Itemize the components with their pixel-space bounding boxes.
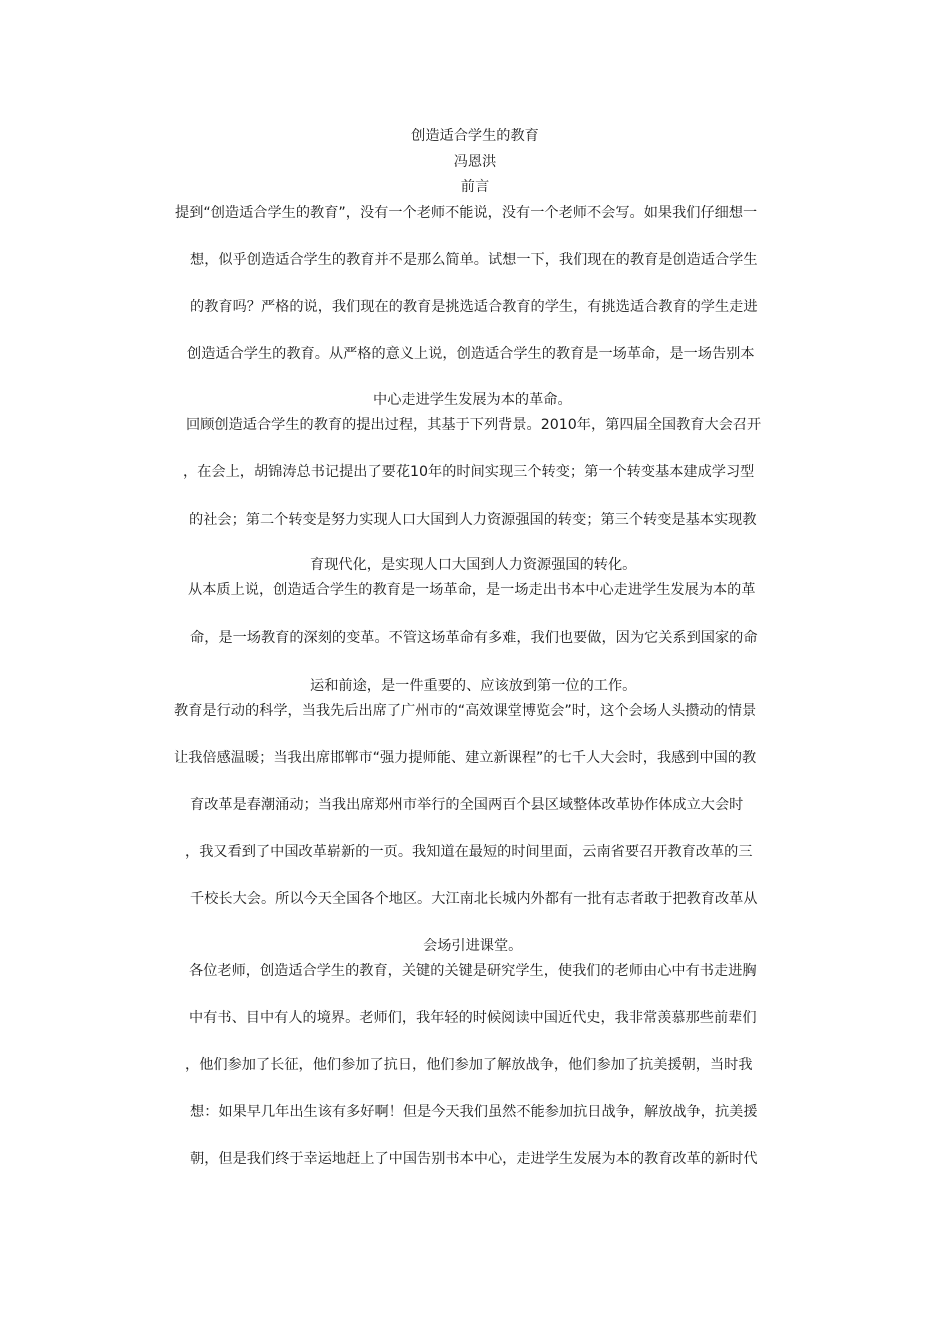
text-line: 朝，但是我们终于幸运地赶上了中国告别书本中心，走进学生发展为本的教育改革的新时代 bbox=[190, 1151, 758, 1167]
document-title: 创造适合学生的教育 bbox=[411, 128, 539, 144]
text-line: 中心走进学生发展为本的革命。 bbox=[373, 392, 572, 408]
text-line: ，我又看到了中国改革崭新的一页。我知道在最短的时间里面，云南省要召开教育改革的三 bbox=[185, 844, 753, 860]
document-author: 冯恩洪 bbox=[453, 154, 497, 170]
section-heading: 前言 bbox=[460, 179, 490, 195]
text-line: 提到“创造适合学生的教育”，没有一个老师不能说，没有一个老师不会写。如果我们仔细想一 bbox=[175, 205, 758, 221]
text-line: 的教育吗？严格的说，我们现在的教育是挑选适合教育的学生，有挑选适合教育的学生走进 bbox=[190, 299, 758, 315]
text-line: 命，是一场教育的深刻的变革。不管这场革命有多难，我们也要做，因为它关系到国家的命 bbox=[190, 630, 758, 646]
text-line: 想：如果早几年出生该有多好啊！但是今天我们虽然不能参加抗日战争，解放战争，抗美援 bbox=[190, 1104, 758, 1120]
text-line: 育现代化，是实现人口大国到人力资源强国的转化。 bbox=[310, 557, 637, 573]
text-line: 想，似乎创造适合学生的教育并不是那么简单。试想一下，我们现在的教育是创造适合学生 bbox=[190, 252, 758, 268]
text-line: 让我倍感温暖；当我出席邯郸市“强力提师能、建立新课程”的七千人大会时，我感到中国的教 bbox=[174, 750, 757, 766]
text-line: 从本质上说，创造适合学生的教育是一场革命，是一场走出书本中心走进学生发展为本的革 bbox=[188, 582, 756, 598]
text-line: 创造适合学生的教育。从严格的意义上说，创造适合学生的教育是一场革命，是一场告别本 bbox=[187, 346, 755, 362]
text-line: 中有书、目中有人的境界。老师们，我年轻的时候阅读中国近代史，我非常羡慕那些前辈们 bbox=[189, 1010, 757, 1026]
text-line: 千校长大会。所以今天全国各个地区。大江南北长城内外都有一批有志者敢于把教育改革从 bbox=[190, 891, 758, 907]
text-line: 运和前途，是一件重要的、应该放到第一位的工作。 bbox=[310, 678, 637, 694]
text-line: 回顾创造适合学生的教育的提出过程，其基于下列背景。2010年，第四届全国教育大会召开 bbox=[186, 417, 762, 433]
text-line: 各位老师，创造适合学生的教育，关键的关键是研究学生，使我们的老师由心中有书走进胸 bbox=[189, 963, 757, 979]
text-line: ，他们参加了长征，他们参加了抗日，他们参加了解放战争，他们参加了抗美援朝，当时我 bbox=[185, 1057, 753, 1073]
text-line: 的社会；第二个转变是努力实现人口大国到人力资源强国的转变；第三个转变是基本实现教 bbox=[189, 512, 757, 528]
text-line: ，在会上，胡锦涛总书记提出了要花10年的时间实现三个转变；第一个转变基本建成学习型 bbox=[183, 464, 755, 480]
text-line: 会场引进课堂。 bbox=[423, 938, 523, 954]
text-line: 教育是行动的科学，当我先后出席了广州市的“高效课堂博览会”时，这个会场人头攒动的情景 bbox=[174, 703, 757, 719]
text-line: 育改革是春潮涌动；当我出席郑州市举行的全国两百个县区域整体改革协作体成立大会时 bbox=[190, 797, 744, 813]
